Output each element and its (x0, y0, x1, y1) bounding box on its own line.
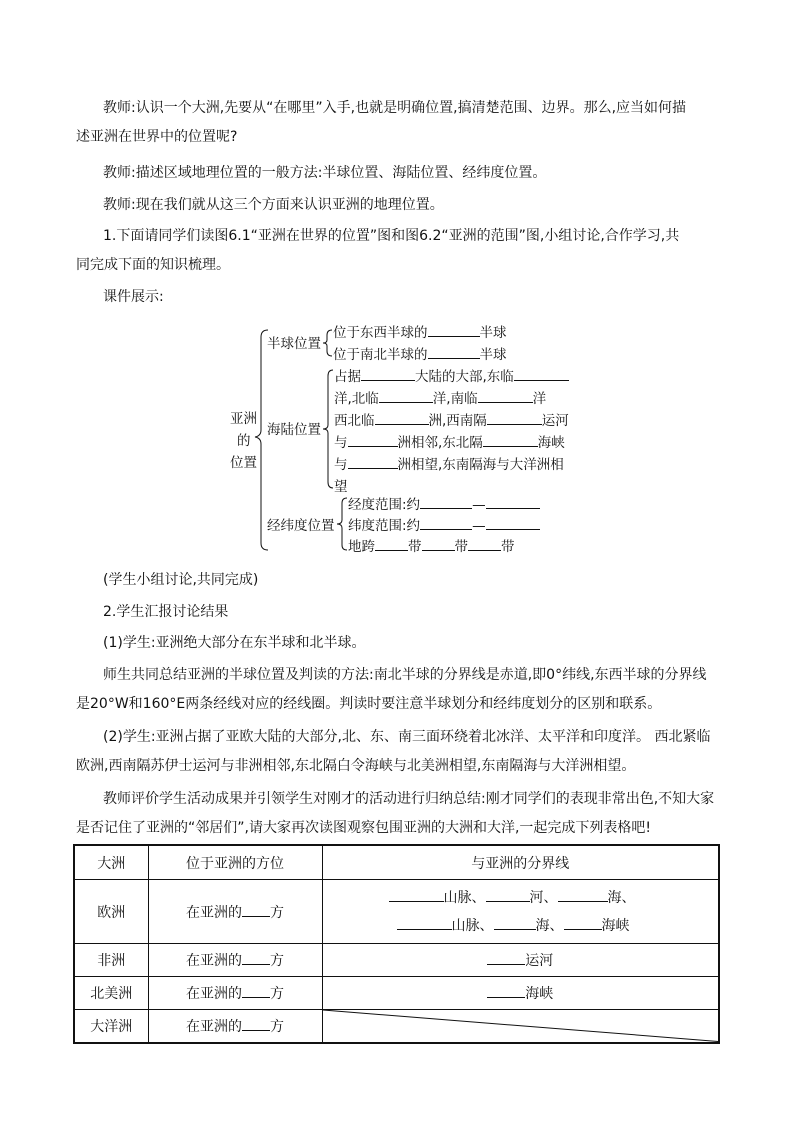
diagram-root-label: 位置 (230, 455, 257, 471)
paragraph-line: 教师:现在我们就从这三个方面来认识亚洲的地理位置。 (103, 197, 444, 213)
paragraph-line: 述亚洲在世界中的位置呢? (76, 129, 238, 145)
boundary-line: 山脉、 河、 海、 (323, 884, 719, 912)
table-header-row (74, 845, 719, 880)
fill-blank (468, 537, 501, 551)
paragraph-line: 是否记住了亚洲的“邻居们”,请大家再次读图观察包围亚洲的大洲和大洋,一起完成下列表格吧! (76, 820, 652, 836)
latlon-line: 经度范围:约 — (348, 495, 540, 515)
fill-blank (242, 1017, 270, 1031)
table-row (74, 1010, 719, 1043)
land-sea-line: 望 (334, 479, 348, 495)
table-row (74, 977, 719, 1010)
table-row (74, 880, 719, 944)
position-cell: 在亚洲的 方 (148, 880, 322, 944)
hemisphere-label: 半球位置 (267, 336, 321, 352)
table-header-cell: 位于亚洲的方位 (148, 845, 322, 880)
land-sea-line: 西北临 洲,西南隔 运河 (334, 413, 569, 429)
fill-blank (361, 367, 415, 381)
fill-blank (420, 516, 472, 530)
paragraph-line: (2)学生:亚洲占据了亚欧大陆的大部分,北、东、南三面环绕着北冰洋、太平洋和印度洋。 西北紧临 (103, 729, 711, 745)
diagram-root-label: 的 (237, 433, 251, 449)
fill-blank (483, 433, 538, 447)
fill-blank (348, 455, 398, 469)
latlon-line: 纬度范围:约 — (348, 516, 540, 536)
fill-blank (487, 411, 542, 425)
paragraph-line: 师生共同总结亚洲的半球位置及判读的方法:南北半球的分界线是赤道,即0°纬线,东西半球的分界线 (103, 667, 707, 683)
boundary-cell: 海峡 (322, 977, 719, 1010)
table-row (74, 944, 719, 977)
fill-blank (486, 516, 540, 530)
fill-blank (428, 323, 480, 337)
fill-blank (486, 888, 530, 902)
position-cell: 在亚洲的 方 (148, 977, 322, 1010)
boundary-cell: 运河 (322, 944, 719, 977)
fill-blank (348, 433, 398, 447)
fill-blank (397, 916, 452, 930)
fill-blank (379, 389, 433, 403)
fill-blank (478, 389, 533, 403)
continent-cell: 北美洲 (74, 977, 148, 1010)
land-sea-label: 海陆位置 (267, 422, 321, 438)
continent-cell: 非洲 (74, 944, 148, 977)
fill-blank (389, 888, 444, 902)
fill-blank (514, 367, 569, 381)
paragraph-line: (1)学生:亚洲绝大部分在东半球和北半球。 (103, 635, 366, 651)
paragraph-line: 教师:描述区域地理位置的一般方法:半球位置、海陆位置、经纬度位置。 (103, 165, 547, 181)
position-cell: 在亚洲的 方 (148, 944, 322, 977)
fill-blank (375, 537, 408, 551)
neighbors-table (73, 844, 720, 1044)
latlon-label: 经纬度位置 (267, 518, 335, 534)
hemisphere-line: 位于南北半球的 半球 (333, 347, 507, 363)
continent-cell: 大洋洲 (74, 1010, 148, 1043)
fill-blank (486, 495, 540, 509)
paragraph-line: (学生小组讨论,共同完成) (103, 572, 259, 588)
boundary-line: 山脉、 海、 海峡 (323, 912, 719, 940)
boundary-cell (322, 880, 719, 944)
fill-blank (420, 495, 472, 509)
paragraph-line: 1.下面请同学们读图6.1“亚洲在世界的位置”图和图6.2“亚洲的范围”图,小组讨论,合作学习,共 (103, 228, 680, 244)
fill-blank (375, 411, 429, 425)
fill-blank (242, 903, 270, 917)
paragraph-line: 教师评价学生活动成果并引领学生对刚才的活动进行归纳总结:刚才同学们的表现非常出色,不知大家 (103, 791, 715, 807)
fill-blank (564, 916, 602, 930)
table-header-cell: 与亚洲的分界线 (322, 845, 719, 880)
paragraph-line: 2.学生汇报讨论结果 (103, 604, 229, 620)
fill-blank (494, 916, 536, 930)
fill-blank (487, 951, 525, 965)
paragraph-line: 欧洲,西南隔苏伊士运河与非洲相邻,东北隔白令海峡与北美洲相望,东南隔海与大洋洲相望。 (76, 758, 636, 774)
table-header-cell: 大洲 (74, 845, 148, 880)
fill-blank (422, 537, 455, 551)
fill-blank (487, 984, 525, 998)
paragraph-line: 课件展示: (103, 289, 164, 305)
diagonal-line (323, 1010, 719, 1042)
latlon-line: 地跨 带 带 带 (348, 539, 515, 555)
paragraph-line: 同完成下面的知识梳理。 (76, 257, 230, 273)
continent-cell: 欧洲 (74, 880, 148, 944)
fill-blank (558, 888, 608, 902)
paragraph-line: 教师:认识一个大洲,先要从“在哪里”入手,也就是明确位置,搞清楚范围、边界。那么,应当如何描 (103, 100, 687, 116)
fill-blank (242, 984, 270, 998)
position-cell: 在亚洲的 方 (148, 1010, 322, 1043)
paragraph-line: 是20°W和160°E两条经线对应的经线圈。判读时要注意半球划分和经纬度划分的区别和联系。 (76, 696, 662, 712)
fill-blank (242, 951, 270, 965)
fill-blank (428, 345, 480, 359)
diagonal-cell (322, 1010, 719, 1043)
land-sea-line: 洋,北临 洋,南临 洋 (334, 391, 547, 407)
land-sea-line: 与 洲相邻,东北隔 海峡 (334, 435, 565, 451)
diagram-root-label: 亚洲 (230, 411, 257, 427)
hemisphere-line: 位于东西半球的 半球 (333, 325, 507, 341)
land-sea-line: 与 洲相望,东南隔海与大洋洲相 (334, 457, 564, 473)
land-sea-line: 占据 大陆的大部,东临 (334, 367, 569, 387)
